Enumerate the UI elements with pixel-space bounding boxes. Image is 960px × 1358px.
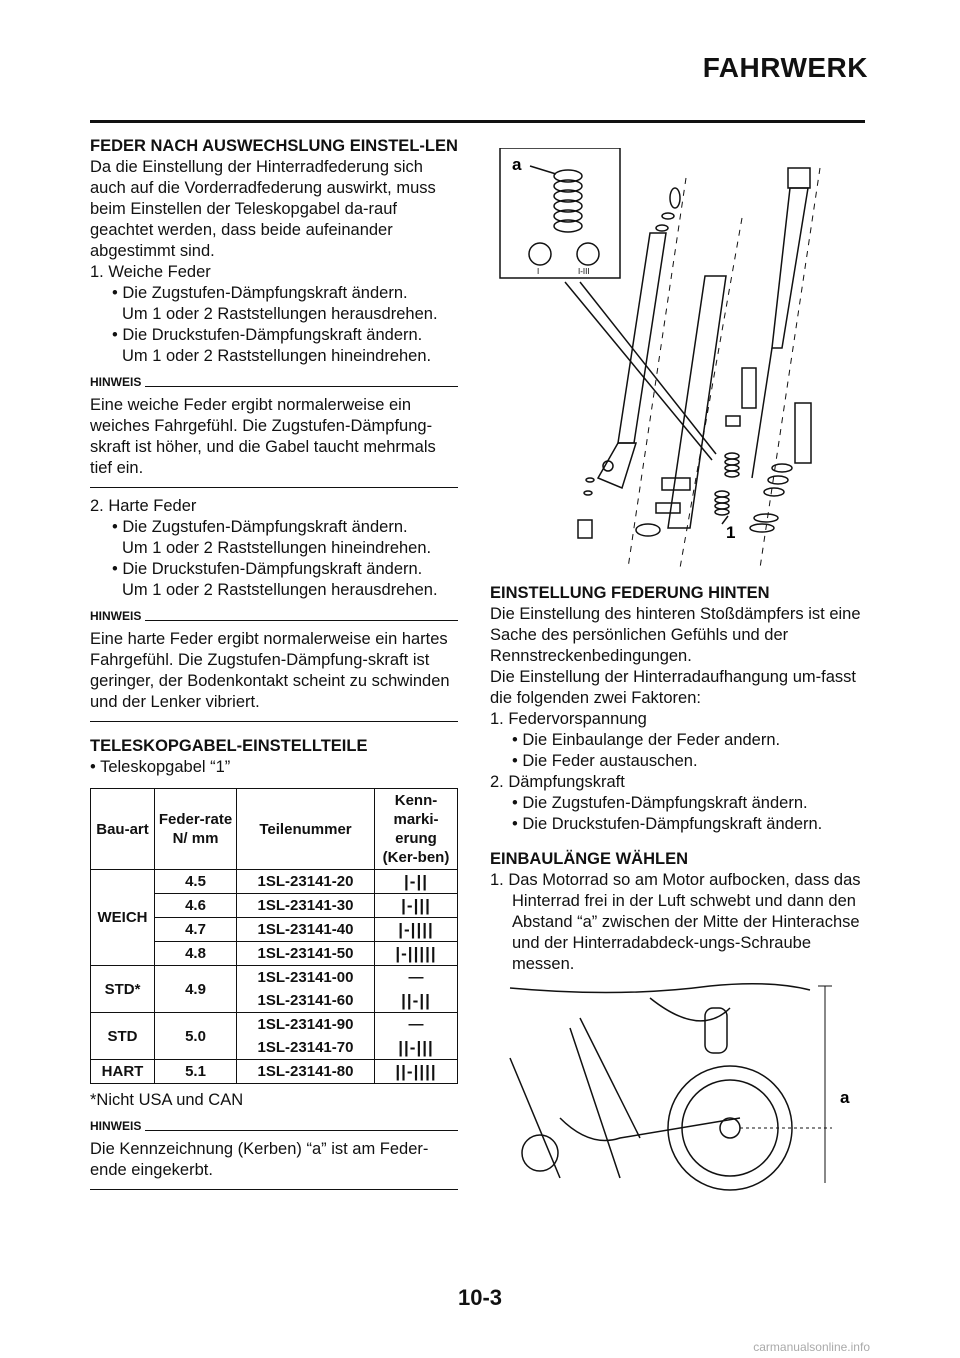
note-text: Eine weiche Feder ergibt normalerweise ein weiches Fahrgefühl. Die Zugstufen-Dämpfung-skraft ist höher, und die Gabel taucht mehrmals tief ein.	[90, 395, 458, 488]
spring-illustration	[554, 170, 582, 232]
table-header: Teilenummer	[237, 789, 375, 870]
page-number: 10-3	[457, 1285, 503, 1310]
table-cell: 5.1	[155, 1060, 237, 1084]
table-cell: 1SL-23141-90	[237, 1013, 375, 1037]
note-box	[90, 375, 458, 488]
table-cell: 1SL-23141-40	[237, 918, 375, 942]
table-cell: 1SL-23141-50	[237, 942, 375, 966]
spring-table	[90, 788, 458, 1084]
bullet-text: • Die Zugstufen-Dämpfungskraft ändern.	[112, 518, 408, 536]
table-row	[91, 966, 458, 990]
table-cell-type: WEICH	[91, 870, 155, 966]
outer-tube	[598, 233, 666, 488]
footnote: *Nicht USA und CAN	[90, 1091, 244, 1109]
note-label: HINWEIS	[90, 609, 142, 623]
table-cell: 5.0	[155, 1013, 237, 1060]
table-row	[91, 1060, 458, 1084]
table-header: Kenn-marki-erung (Ker-ben)	[375, 789, 458, 870]
table-header: Feder-rate N/ mm	[155, 789, 237, 870]
note-rule	[145, 1130, 458, 1131]
table-cell: 4.7	[155, 918, 237, 942]
table-cell: 1SL-23141-80	[237, 1060, 375, 1084]
note-rule	[145, 620, 458, 621]
swingarm	[560, 1118, 740, 1141]
note-text: Die Kennzeichnung (Kerben) “a” ist am Feder-ende eingekerbt.	[90, 1139, 458, 1190]
mark-circle-I	[529, 243, 551, 265]
table-cell-type: HART	[91, 1060, 155, 1084]
table-cell: 4.9	[155, 966, 237, 1013]
paragraph: Die Einstellung des hinteren Stoßdämpfers ist eine Sache des persönlichen Gefühls und der Rennstreckenbedingungen.	[490, 605, 861, 665]
section-heading-einbaulaenge: EINBAULÄNGE WÄHLEN	[490, 850, 688, 868]
side-panel	[705, 1008, 727, 1053]
bullet-teleskopgabel: • Teleskopgabel “1”	[90, 758, 231, 776]
right-column	[490, 583, 868, 975]
table-cell: 1SL-23141-30	[237, 894, 375, 918]
bullet-text: • Die Druckstufen-Dämpfungskraft ändern.	[112, 326, 423, 344]
label-I-III: I-III	[578, 267, 590, 276]
table-cell-mark: ||-||	[375, 989, 458, 1013]
paragraph: Die Einstellung der Hinterradaufhangung um-fasst die folgenden zwei Faktoren:	[490, 668, 856, 707]
bullet-text: • Die Einbaulange der Feder andern.	[512, 731, 781, 749]
table-cell-mark: —	[375, 966, 458, 990]
bullet-subtext: Um 1 oder 2 Raststellungen herausdrehen.	[122, 305, 438, 323]
table-cell: 1SL-23141-60	[237, 989, 375, 1013]
bullet-subtext: Um 1 oder 2 Raststellungen herausdrehen.	[122, 581, 438, 599]
table-header: Bau-art	[91, 789, 155, 870]
label-I: I	[537, 267, 540, 276]
table-cell: 4.6	[155, 894, 237, 918]
list-item-harte-feder: 2. Harte Feder	[90, 497, 197, 515]
bullet-text: • Die Zugstufen-Dämpfungskraft ändern.	[512, 794, 808, 812]
note-box	[90, 1119, 458, 1190]
fork-spring	[715, 453, 739, 515]
table-cell-mark: |-||	[375, 870, 458, 894]
watermark: carmanualsonline.info	[753, 1340, 870, 1354]
note-text: Eine harte Feder ergibt normalerweise ein hartes Fahrgefühl. Die Zugstufen-Dämpfung-skraft ist geringer, der Bodenkontakt scheint zu schwinden und der Lenker vibriert.	[90, 629, 458, 722]
mark-circle-I-III	[577, 243, 599, 265]
inner-tube	[636, 276, 726, 536]
table-cell-type: STD*	[91, 966, 155, 1013]
label-a: a	[840, 1088, 850, 1107]
label-1: 1	[726, 523, 736, 542]
table-cell: 4.8	[155, 942, 237, 966]
header-rule	[90, 120, 865, 123]
note-box	[90, 609, 458, 722]
table-row	[91, 870, 458, 894]
list-item: 2. Dämpfungskraft	[490, 773, 625, 791]
rear-wheel-figure	[500, 978, 870, 1193]
table-cell-mark: |-|||	[375, 894, 458, 918]
section-heading-federung-hinten: EINSTELLUNG FEDERUNG HINTEN	[490, 584, 770, 602]
table-cell: 4.5	[155, 870, 237, 894]
intro-paragraph: Da die Einstellung der Hinterradfederung sich auch auf die Vorderradfederung auswirkt, muss beim Einstellen der Teleskopgabel da-rauf geachtet werden, dass beide aufeinander abgestimmt sind.	[90, 158, 436, 260]
table-cell-mark: |-||||	[375, 918, 458, 942]
table-header-row	[91, 789, 458, 870]
note-rule	[145, 386, 458, 387]
note-label: HINWEIS	[90, 375, 142, 389]
rear-axle	[720, 1118, 740, 1138]
table-cell: 1SL-23141-00	[237, 966, 375, 990]
table-cell-mark: |-|||||	[375, 942, 458, 966]
bullet-subtext: Um 1 oder 2 Raststellungen hineindrehen.	[122, 539, 432, 557]
bullet-text: • Die Zugstufen-Dämpfungskraft ändern.	[112, 284, 408, 302]
bullet-subtext: Um 1 oder 2 Raststellungen hineindrehen.	[122, 347, 432, 365]
page-header-title: FAHRWERK	[702, 52, 868, 83]
list-item-weiche-feder: 1. Weiche Feder	[90, 263, 211, 281]
bullet-text: • Die Feder austauschen.	[512, 752, 698, 770]
fork-exploded-figure	[490, 148, 870, 568]
table-cell-type: STD	[91, 1013, 155, 1060]
left-column	[90, 136, 458, 1190]
list-item: 1. Federvorspannung	[490, 710, 647, 728]
label-a: a	[512, 155, 522, 174]
table-cell-mark: ||-|||	[375, 1036, 458, 1060]
bullet-text: • Die Druckstufen-Dämpfungskraft ändern.	[512, 815, 823, 833]
list-item: 1. Das Motorrad so am Motor aufbocken, dass das Hinterrad frei in der Luft schwebt und dann den Abstand “a” zwischen der Mitte der Hinterachse und der Hinterradabdeck-ungs-Schraube messen.	[490, 871, 861, 973]
table-cell: 1SL-23141-70	[237, 1036, 375, 1060]
table-row	[91, 1013, 458, 1037]
rear-fender	[510, 984, 810, 993]
section-heading-feder: FEDER NACH AUSWECHSLUNG EINSTEL-LEN	[90, 137, 458, 155]
cartridge-parts	[750, 403, 811, 532]
rear-wheel	[668, 1066, 792, 1190]
damper-rod	[726, 168, 810, 478]
section-heading-teleskopgabel: TELESKOPGABEL-EINSTELLTEILE	[90, 737, 368, 755]
table-cell: 1SL-23141-20	[237, 870, 375, 894]
table-cell-mark: ||-||||	[375, 1060, 458, 1084]
table-cell-mark: —	[375, 1013, 458, 1037]
bullet-text: • Die Druckstufen-Dämpfungskraft ändern.	[112, 560, 423, 578]
note-label: HINWEIS	[90, 1119, 142, 1133]
